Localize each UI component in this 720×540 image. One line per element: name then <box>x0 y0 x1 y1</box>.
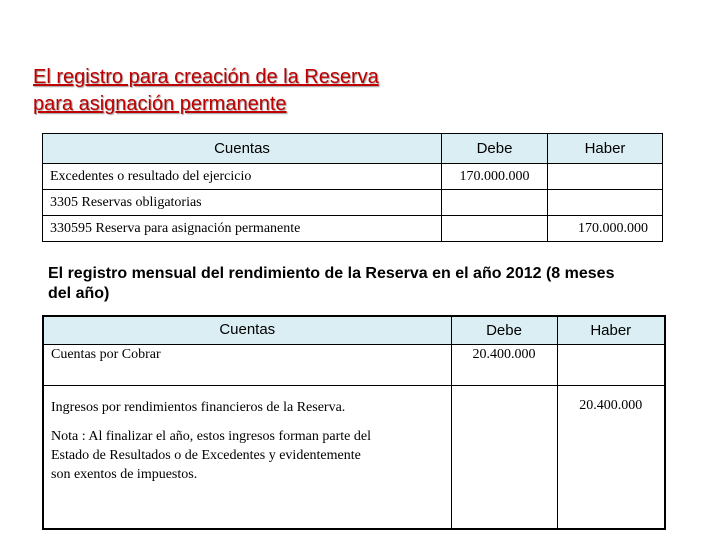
credit-cell: 20.400.000 <box>557 385 665 529</box>
debit-cell <box>451 385 557 529</box>
header-haber: Haber <box>548 134 663 164</box>
subtitle-line-1: El registro mensual del rendimiento de la Reserva en el año 2012 (8 meses <box>48 265 615 282</box>
title-line-1: El registro para creación de la Reserva <box>33 66 379 88</box>
credit-cell <box>557 344 665 385</box>
table-row <box>43 164 663 190</box>
table-row <box>43 190 663 216</box>
page-title <box>33 64 379 118</box>
ledger-table-reserve-creation <box>42 133 663 242</box>
table-header-row <box>43 134 663 164</box>
note-text <box>51 427 447 484</box>
section-subtitle <box>48 264 698 304</box>
account-cell: Excedentes o resultado del ejercicio <box>43 164 442 190</box>
table-row <box>43 344 665 385</box>
account-cell <box>43 385 451 529</box>
header-debe: Debe <box>451 316 557 344</box>
header-cuentas: Cuentas <box>43 316 451 344</box>
subtitle-line-2: del año) <box>48 285 110 302</box>
header-haber: Haber <box>557 316 665 344</box>
table-row <box>43 385 665 529</box>
table-row <box>43 216 663 242</box>
debit-cell: 170.000.000 <box>442 164 548 190</box>
title-line-2: para asignación permanente <box>33 93 287 115</box>
header-debe: Debe <box>442 134 548 164</box>
note-line-2: Estado de Resultados o de Excedentes y evidentemente <box>51 447 361 463</box>
debit-cell <box>442 216 548 242</box>
account-cell: 330595 Reserva para asignación permanente <box>43 216 442 242</box>
account-cell: Cuentas por Cobrar <box>43 344 451 385</box>
note-line-1: Nota : Al finalizar el año, estos ingresos forman parte del <box>51 428 371 444</box>
account-name: Ingresos por rendimientos financieros de la Reserva. <box>51 399 346 415</box>
credit-cell: 170.000.000 <box>548 216 663 242</box>
account-cell: 3305 Reservas obligatorias <box>43 190 442 216</box>
note-line-3: son exentos de impuestos. <box>51 466 198 482</box>
table-header-row <box>43 316 665 344</box>
ledger-table-monthly-yield <box>42 315 666 530</box>
credit-cell <box>548 190 663 216</box>
debit-cell <box>442 190 548 216</box>
debit-cell: 20.400.000 <box>451 344 557 385</box>
header-cuentas: Cuentas <box>43 134 442 164</box>
credit-cell <box>548 164 663 190</box>
